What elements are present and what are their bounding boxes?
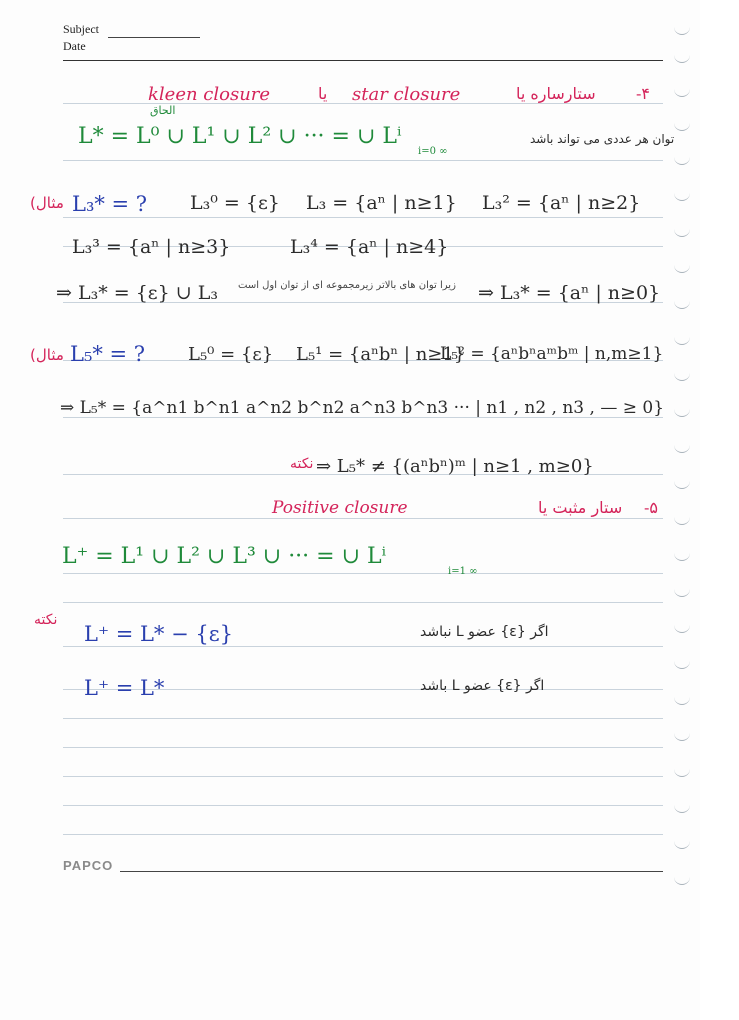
rule-line [63,805,663,806]
condition-not-member: اگر {ε} عضو L نباشد [420,624,549,640]
spiral-ring [674,226,690,237]
rule-line [63,776,663,777]
star-closure-desc: توان هر عددی می تواند باشد [530,132,675,146]
spiral-ring [674,154,690,165]
spiral-ring [674,802,690,813]
spiral-ring [674,370,690,381]
star-closure-term: star closure [352,84,461,105]
positive-equals-star: L⁺ = L* [84,676,165,700]
date-label: Date [63,39,86,53]
spiral-ring [674,586,690,597]
papco-logo: PAPCO [63,858,114,873]
kleene-closure-term: kleen closure [148,84,271,105]
rule-line [63,217,663,218]
concat-note: الحاق [150,104,176,117]
spiral-ring [674,262,690,273]
positive-closure-term: Positive closure [272,498,408,518]
spiral-ring [674,694,690,705]
l3-star-result-a: ⇒ L₃* = {ε} ∪ L₃ [56,282,218,304]
note-2-label: نکته [34,612,58,628]
example-1-label: مثال) [30,194,64,212]
spiral-ring [674,334,690,345]
section-5-number: -۵ [644,498,658,517]
spiral-ring [674,550,690,561]
rule-line [63,160,663,161]
subject-label: Subject [63,22,99,36]
spiral-ring [674,298,690,309]
spiral-ring [674,514,690,525]
l5-star-question: L₅* = ? [70,342,146,366]
rule-line [63,747,663,748]
rule-line [63,518,663,519]
spiral-ring [674,190,690,201]
spiral-ring [674,52,690,63]
title-ya-1: یا [318,84,328,103]
positive-closure-formula: L⁺ = L¹ ∪ L² ∪ L³ ∪ ··· = ∪ Lⁱ [62,544,387,569]
l3-power-0: L₃⁰ = {ε} [190,192,280,214]
rule-line [63,602,663,603]
l3-star-result-b: ⇒ L₃* = {aⁿ | n≥0} [478,282,661,304]
footer-rule [120,871,663,872]
spiral-ring [674,766,690,777]
spiral-ring [674,406,690,417]
spiral-ring [674,442,690,453]
section-4-number: -۴ [636,84,650,103]
l3-star-question: L₃* = ? [72,192,148,216]
condition-member: اگر {ε} عضو L باشد [420,678,545,694]
spiral-ring [674,838,690,849]
rule-line [63,646,663,647]
l5-star-result: ⇒ L₅* = {a^n1 b^n1 a^n2 b^n2 a^n3 b^n3 ··· | n1 , n2 , n3 , — ≥ 0} [60,398,665,418]
note-1-label: نکته [290,456,314,472]
example-2-label: مثال) [30,346,64,364]
spiral-ring [674,86,690,97]
l5-power-1: L₅¹ = {aⁿbⁿ | n≥1} [296,344,466,365]
positive-union-bound: i=1 ∞ [448,566,478,577]
l5-star-inequality: ⇒ L₅* ≠ {(aⁿbⁿ)ᵐ | n≥1 , m≥0} [316,456,594,477]
spiral-ring [674,120,690,131]
spiral-ring [674,622,690,633]
section-4-title-fa: ستار‌ساره یا [516,84,596,103]
spiral-ring [674,658,690,669]
spiral-ring [674,478,690,489]
l3-power-1: L₃ = {aⁿ | n≥1} [306,192,457,214]
l3-power-3: L₃³ = {aⁿ | n≥3} [72,236,231,258]
l3-power-4: L₃⁴ = {aⁿ | n≥4} [290,236,449,258]
l5-power-0: L₅⁰ = {ε} [188,344,274,365]
rule-line [63,834,663,835]
l3-power-2: L₃² = {aⁿ | n≥2} [482,192,641,214]
star-closure-formula: L* = L⁰ ∪ L¹ ∪ L² ∪ ··· = ∪ Lⁱ [78,124,402,149]
positive-without-epsilon: L⁺ = L* − {ε} [84,622,233,646]
section-5-title-fa: ستار مثبت یا [538,498,623,517]
rule-line [63,718,663,719]
page-header [63,22,99,56]
top-rule [63,60,663,61]
spiral-ring [674,874,690,885]
spiral-ring [674,730,690,741]
spiral-ring [674,24,690,35]
l5-power-2: L₅² = {aⁿbⁿaᵐbᵐ | n,m≥1} [440,344,664,364]
subject-underline [108,37,200,38]
l3-star-reason: زیرا توان های بالاتر زیرمجموعه ای از توان اول است [238,280,456,291]
rule-line [63,573,663,574]
union-bound: i=0 ∞ [418,146,448,157]
